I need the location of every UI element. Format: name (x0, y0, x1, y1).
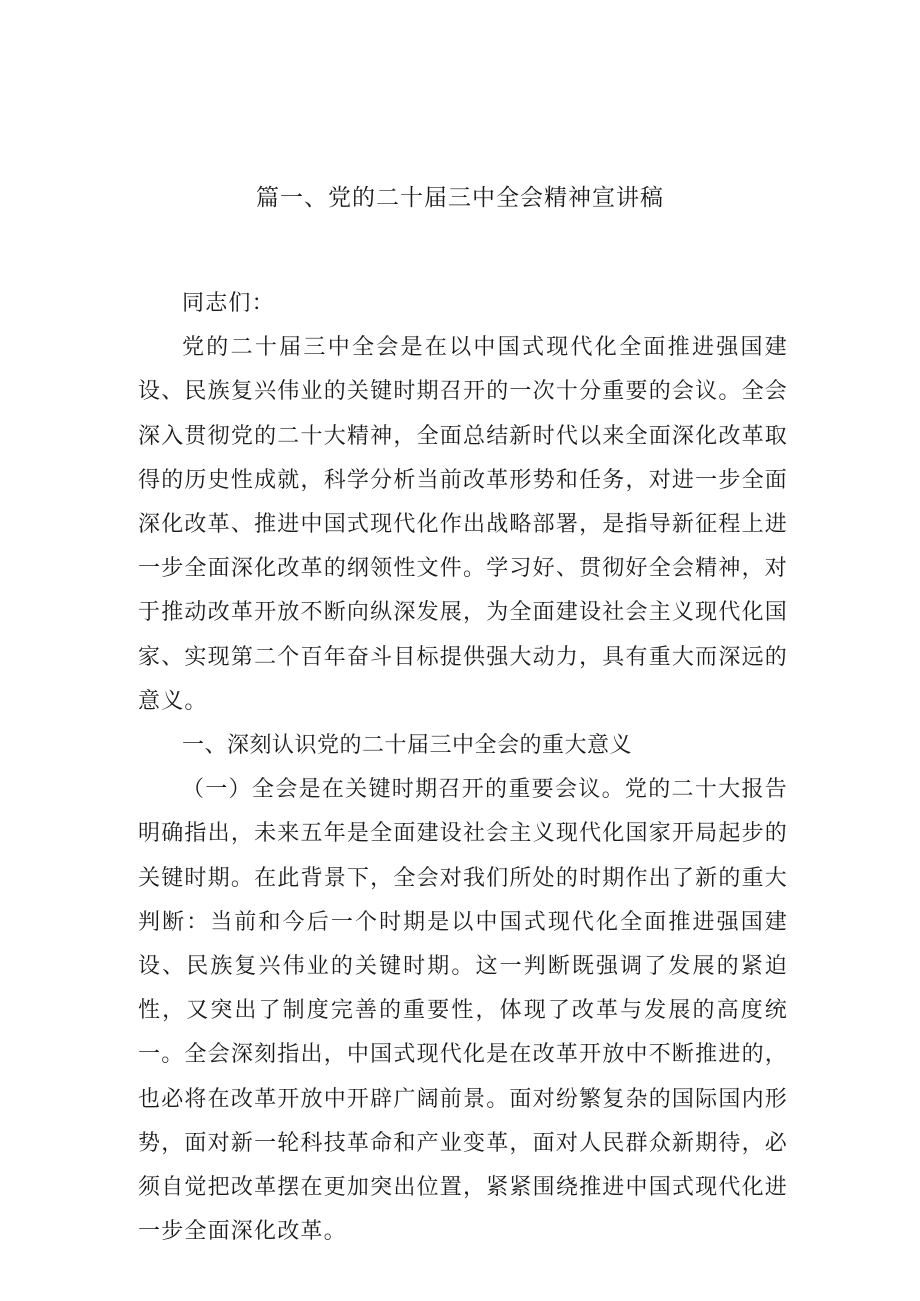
section-heading: 一、深刻认识党的二十届三中全会的重大意义 (182, 733, 633, 759)
section-paragraph: （一）全会是在关键时期召开的重要会议。党的二十大报告明确指出，未来五年是全面建设社会主义现代化国家开局起步的关键时期。在此背景下，全会对我们所处的时期作出了新的重大判断：当前和今后一个时期是以中国式现代化全面推进强国建设、民族复兴伟业的关键时期。这一判断既强调了发展的紧迫性，又突出了制度完善的重要性，体现了改革与发展的高度统一。全会深刻指出，中国式现代化是在改革开放中不断推进的，也必将在改革开放中开辟广阔前景。面对纷繁复杂的国际国内形势，面对新一轮科技革命和产业变革，面对人民群众新期待，必须自觉把改革摆在更加突出位置，紧紧围绕推进中国式现代化进一步全面深化改革。 (138, 777, 788, 1245)
salutation: 同志们： (182, 291, 275, 316)
intro-paragraph: 党的二十届三中全会是在以中国式现代化全面推进强国建设、民族复兴伟业的关键时期召开的一次十分重要的会议。全会深入贯彻党的二十大精神，全面总结新时代以来全面深化改革取得的历史性成就，科学分析当前改革形势和任务，对进一步全面深化改革、推进中国式现代化作出战略部署，是指导新征程上进一步全面深化改革的纲领性文件。学习好、贯彻好全会精神，对于推动改革开放不断向纵深发展，为全面建设社会主义现代化国家、实现第二个百年奋斗目标提供强大动力，具有重大而深远的意义。 (138, 335, 788, 714)
document-title: 篇一、党的二十届三中全会精神宣讲稿 (256, 185, 664, 211)
document-body (138, 282, 788, 1254)
